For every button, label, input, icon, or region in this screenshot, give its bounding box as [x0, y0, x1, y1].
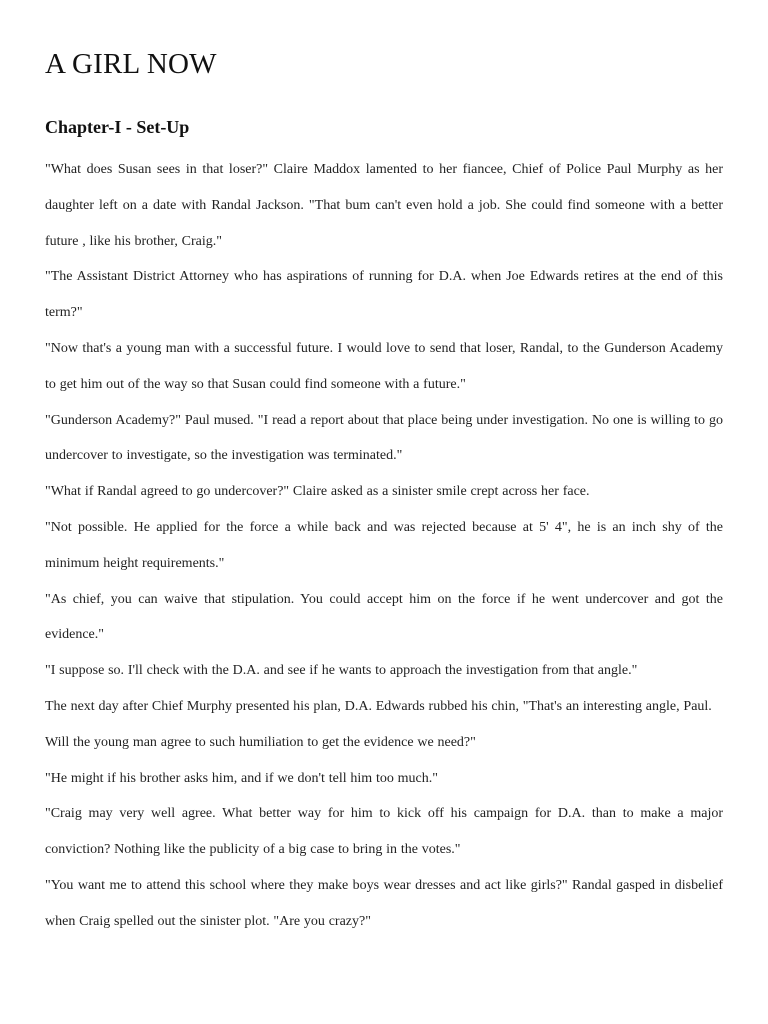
paragraph: "As chief, you can waive that stipulation. You could accept him on the force if he went undercover and got the evidence."	[45, 591, 723, 643]
paragraph: "Now that's a young man with a successful future. I would love to send that loser, Randal, to the Gunderson Academy to get him out of the way so that Susan could find someone with a future."	[45, 340, 723, 392]
chapter-body	[45, 152, 723, 940]
chapter-heading: Chapter-I - Set-Up	[45, 117, 190, 137]
paragraph: "I suppose so. I'll check with the D.A. and see if he wants to approach the investigation from that angle."	[45, 663, 638, 679]
paragraph: "The Assistant District Attorney who has aspirations of running for D.A. when Joe Edwards retires at the end of this term?"	[45, 269, 723, 321]
paragraph: "What does Susan sees in that loser?" Claire Maddox lamented to her fiancee, Chief of Police Paul Murphy as her daughter left on a date with Randal Jackson. "That bum can't even hold a job. She could find someone with a better future , like his brother, Craig."	[45, 162, 723, 249]
paragraph: "You want me to attend this school where they make boys wear dresses and act like girls?" Randal gasped in disbelief when Craig spelled out the sinister plot. "Are you crazy?"	[45, 877, 723, 929]
paragraph: "Gunderson Academy?" Paul mused. "I read a report about that place being under investigation. No one is willing to go undercover to investigate, so the investigation was terminated."	[45, 412, 723, 464]
paragraph: The next day after Chief Murphy presented his plan, D.A. Edwards rubbed his chin, "That's an interesting angle, Paul.	[45, 698, 712, 714]
paragraph: "He might if his brother asks him, and if we don't tell him too much."	[45, 770, 438, 786]
document-title: A GIRL NOW	[45, 48, 217, 80]
paragraph: Will the young man agree to such humiliation to get the evidence we need?"	[45, 734, 476, 750]
paragraph: "Not possible. He applied for the force a while back and was rejected because at 5' 4", he is an inch shy of the minimum height requirements."	[45, 519, 723, 571]
paragraph: "Craig may very well agree. What better way for him to kick off his campaign for D.A. than to make a major conviction? Nothing like the publicity of a big case to bring in the votes."	[45, 806, 723, 858]
paragraph: "What if Randal agreed to go undercover?" Claire asked as a sinister smile crept across her face.	[45, 484, 590, 500]
